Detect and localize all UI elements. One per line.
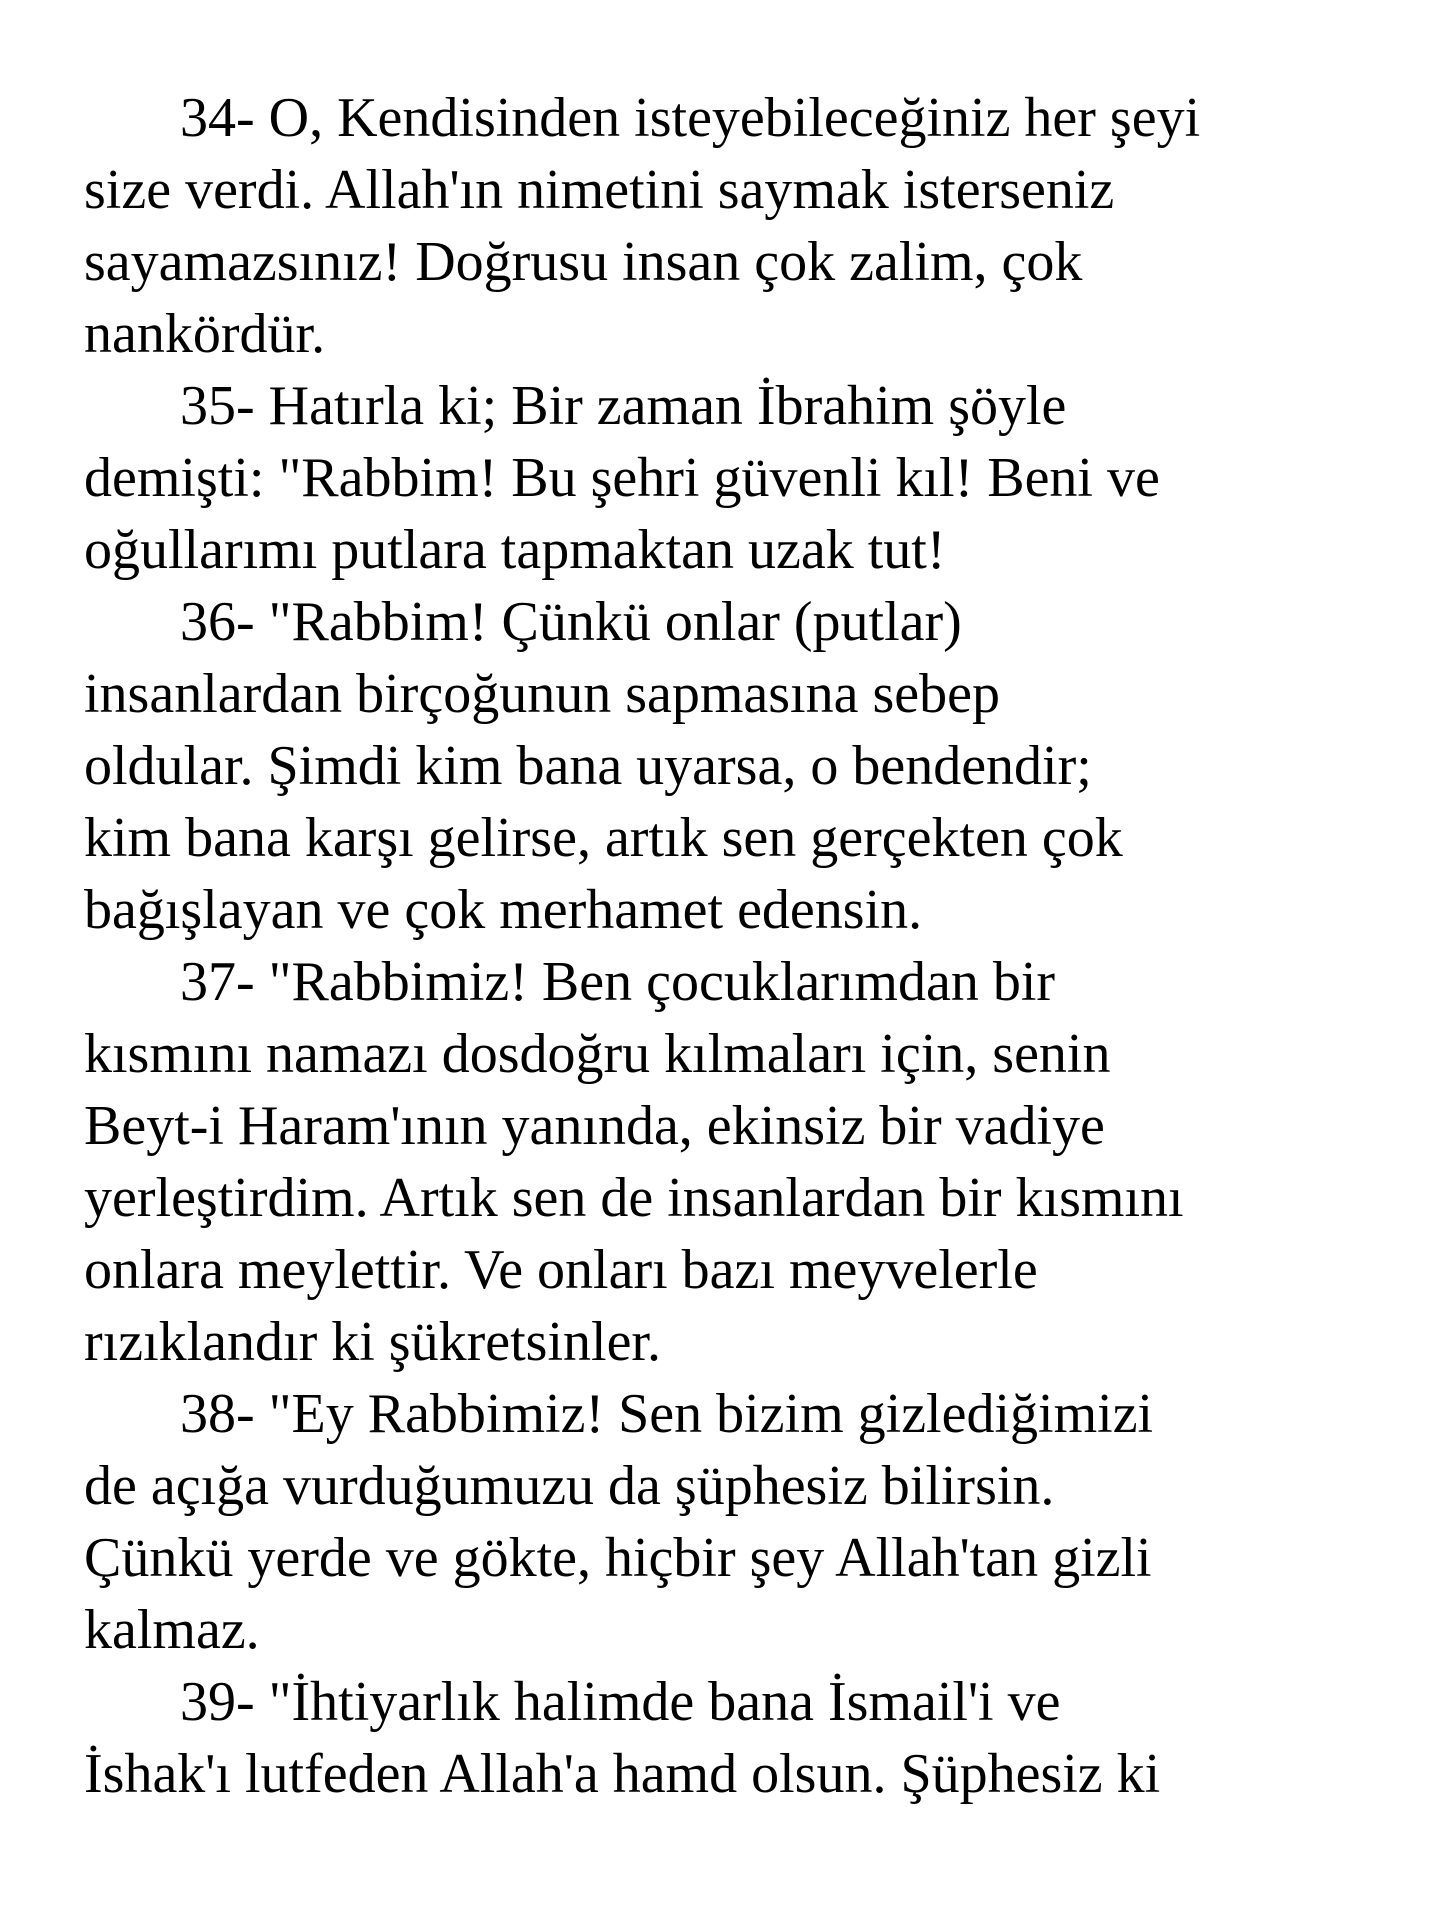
verse-36-line-3: oldular. Şimdi kim bana uyarsa, o bendendir; [84,735,1092,797]
verse-37-line-6: rızıklandır ki şükretsinler. [84,1311,661,1373]
verse-34-line-4: nankördür. [84,303,326,365]
verse-34-line-2: size verdi. Allah'ın nimetini saymak isterseniz [84,159,1115,221]
verse-34-line-3: sayamazsınız! Doğrusu insan çok zalim, çok [84,231,1083,293]
document-page [84,82,1384,1810]
verse-37-line-1: 37- "Rabbimiz! Ben çocuklarımdan bir [180,951,1056,1013]
verse-34-line-1: 34- O, Kendisinden isteyebileceğiniz her şeyi [180,87,1201,149]
verse-37-line-2: kısmını namazı dosdoğru kılmaları için, senin [84,1023,1111,1085]
verse-39-line-2: İshak'ı lutfeden Allah'a hamd olsun. Şüphesiz ki [84,1743,1161,1805]
verse-37-line-3: Beyt-i Haram'ının yanında, ekinsiz bir vadiye [84,1095,1105,1157]
verse-36-line-2: insanlardan birçoğunun sapmasına sebep [84,663,1000,725]
verse-37-line-5: onlara meylettir. Ve onları bazı meyvelerle [84,1239,1038,1301]
verse-38-line-2: de açığa vurduğumuzu da şüphesiz bilirsin. [84,1455,1055,1517]
verse-39-line-1: 39- "İhtiyarlık halimde bana İsmail'i ve [180,1671,1061,1733]
verse-36-line-4: kim bana karşı gelirse, artık sen gerçekten çok [84,807,1123,869]
verse-37-line-4: yerleştirdim. Artık sen de insanlardan bir kısmını [84,1167,1184,1229]
verse-38-line-3: Çünkü yerde ve gökte, hiçbir şey Allah'tan gizli [84,1527,1152,1589]
verse-35-line-1: 35- Hatırla ki; Bir zaman İbrahim şöyle [180,375,1067,437]
verse-36-line-5: bağışlayan ve çok merhamet edensin. [84,879,923,941]
verse-36-line-1: 36- "Rabbim! Çünkü onlar (putlar) [180,591,962,653]
verse-38-line-1: 38- "Ey Rabbimiz! Sen bizim gizlediğimizi [180,1383,1154,1445]
verse-35-line-3: oğullarımı putlara tapmaktan uzak tut! [84,519,946,581]
verse-38-line-4: kalmaz. [84,1599,260,1661]
verse-35-line-2: demişti: "Rabbim! Bu şehri güvenli kıl! Beni ve [84,447,1160,509]
